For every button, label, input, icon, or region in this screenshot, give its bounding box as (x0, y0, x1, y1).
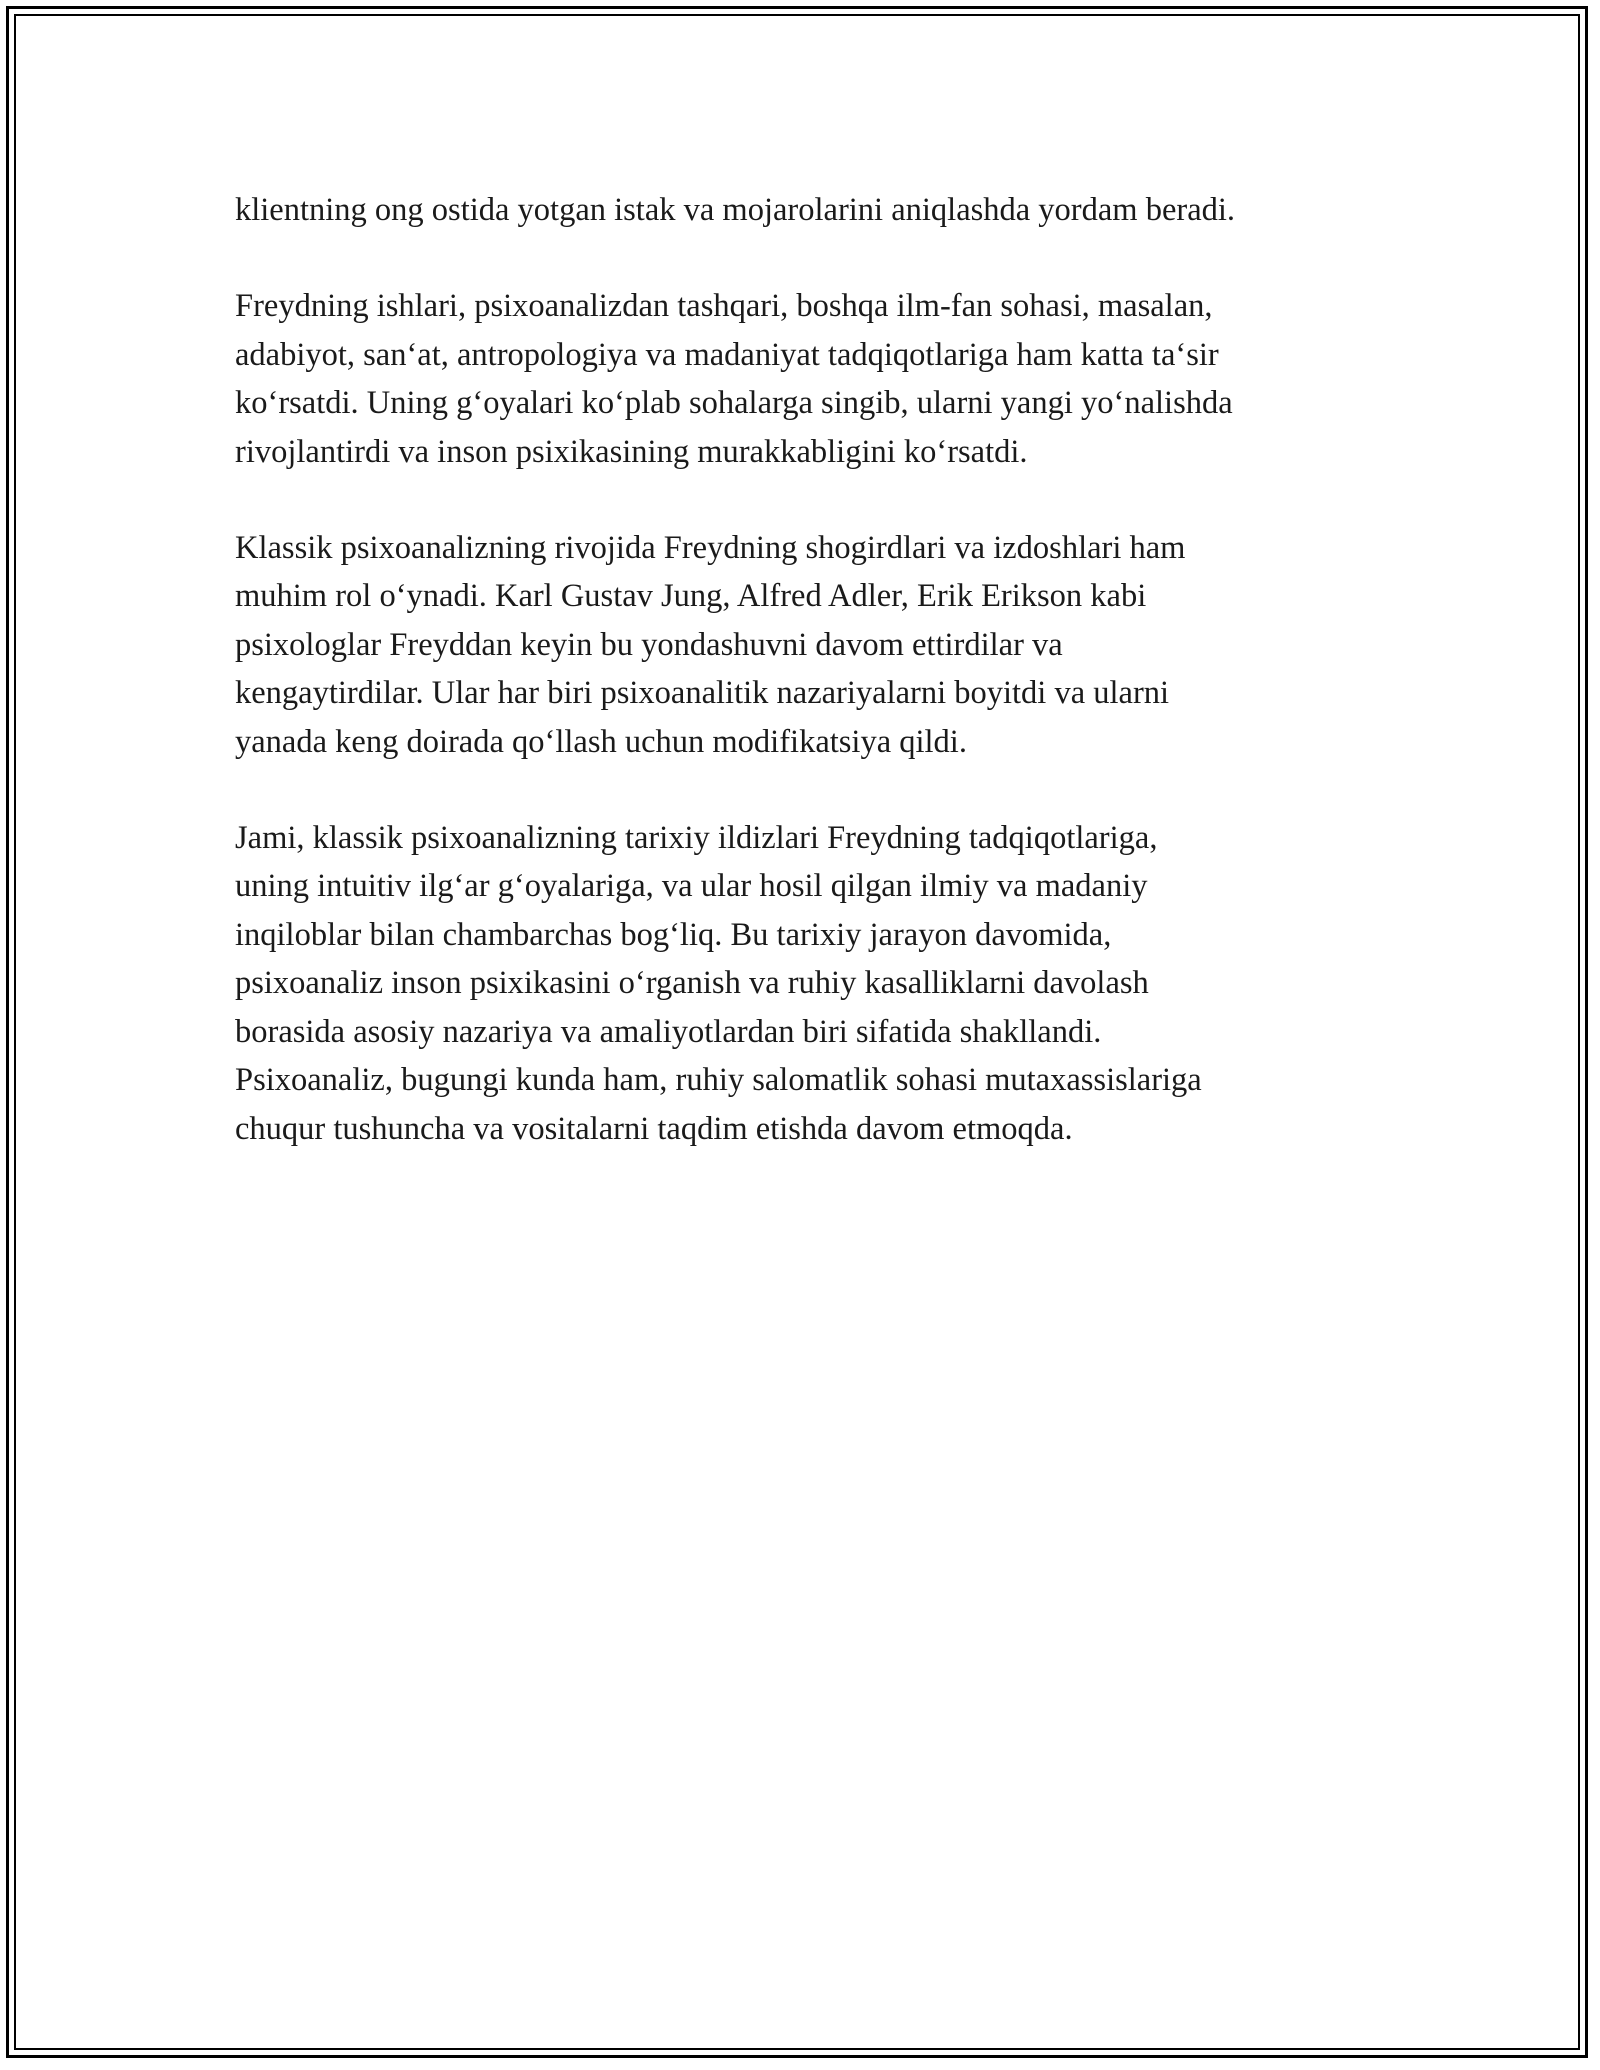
paragraph-3 (235, 524, 1385, 766)
text-line: inqiloblar bilan chambarchas bog‘liq. Bu tarixiy jarayon davomida, (235, 916, 1112, 953)
text-line: rivojlantirdi va inson psixikasining murakkabligini ko‘rsatdi. (235, 433, 1028, 470)
text-line: muhim rol o‘ynadi. Karl Gustav Jung, Alfred Adler, Erik Erikson kabi (235, 578, 1147, 615)
paragraph-4 (235, 814, 1385, 1153)
text-line: borasida asosiy nazariya va amaliyotlardan biri sifatida shakllandi. (235, 1013, 1102, 1050)
text-line: Psixoanaliz, bugungi kunda ham, ruhiy salomatlik sohasi mutaxassislariga (235, 1062, 1202, 1099)
text-line: ko‘rsatdi. Uning g‘oyalari ko‘plab sohalarga singib, ularni yangi yo‘nalishda (235, 385, 1233, 422)
text-line: yanada keng doirada qo‘llash uchun modifikatsiya qildi. (235, 723, 967, 760)
text-line: kengaytirdilar. Ular har biri psixoanalitik nazariyalarni boyitdi va ularni (235, 675, 1170, 712)
text-line: psixoanaliz inson psixikasini o‘rganish va ruhiy kasalliklarni davolash (235, 965, 1149, 1002)
paragraph-2 (235, 282, 1385, 476)
text-line: Freydning ishlari, psixoanalizdan tashqari, boshqa ilm-fan sohasi, masalan, (235, 288, 1213, 325)
text-line: chuqur tushuncha va vositalarni taqdim etishda davom etmoqda. (235, 1110, 1073, 1147)
text-line: adabiyot, san‘at, antropologiya va madaniyat tadqiqotlariga ham katta ta‘sir (235, 336, 1219, 373)
text-line: uning intuitiv ilg‘ar g‘oyalariga, va ular hosil qilgan ilmiy va madaniy (235, 868, 1148, 905)
text-line: psixologlar Freyddan keyin bu yondashuvni davom ettirdilar va (235, 626, 1063, 663)
text-line: Klassik psixoanalizning rivojida Freydning shogirdlari va izdoshlari ham (235, 530, 1186, 567)
paragraph-1 (235, 186, 1385, 234)
text-line: Jami, klassik psixoanalizning tarixiy ildizlari Freydning tadqiqotlariga, (235, 820, 1158, 857)
document-body (235, 186, 1385, 1201)
text-line: klientning ong ostida yotgan istak va mojarolarini aniqlashda yordam beradi. (235, 192, 1236, 228)
